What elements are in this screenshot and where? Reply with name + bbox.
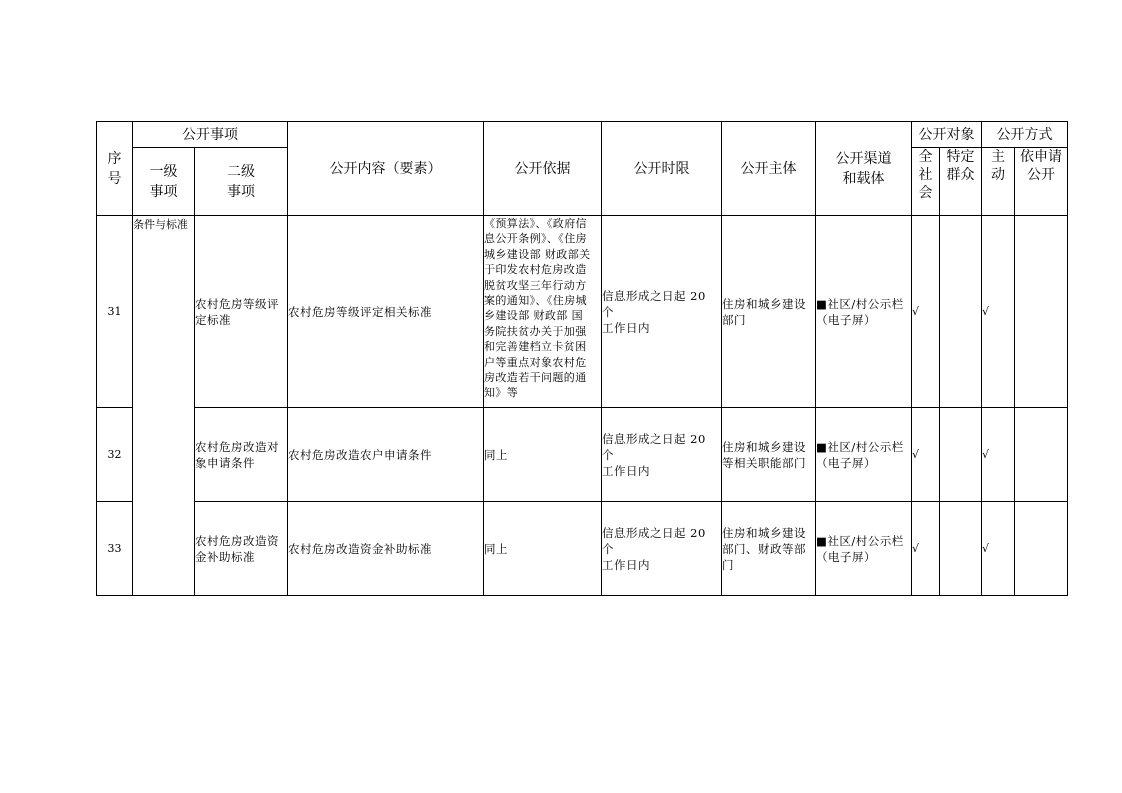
header-audience-all: 全 社 会	[912, 148, 940, 216]
basis-cell: 同上	[484, 408, 602, 502]
header-seq: 序 号	[97, 122, 133, 216]
row-number: 31	[97, 216, 133, 408]
audience-all-check: √	[912, 216, 940, 408]
content-cell: 农村危房改造农户申请条件	[288, 408, 484, 502]
time-limit-cell: 信息形成之日起 20 个 工作日内	[602, 502, 722, 596]
method-active-check: √	[982, 502, 1015, 596]
time-limit-cell: 信息形成之日起 20 个 工作日内	[602, 408, 722, 502]
header-level1: 一级 事项	[133, 148, 195, 216]
audience-specific-check	[940, 502, 982, 596]
row-number: 32	[97, 408, 133, 502]
row-number: 33	[97, 502, 133, 596]
header-audience-group: 公开对象	[912, 122, 982, 148]
method-active-check: √	[982, 408, 1015, 502]
table-row	[97, 216, 1068, 408]
table-row	[97, 502, 1068, 596]
subject-cell: 住房和城乡建设 等相关职能部门	[722, 408, 816, 502]
basis-cell: 同上	[484, 502, 602, 596]
subject-cell: 住房和城乡建设 部门、财政等部门	[722, 502, 816, 596]
audience-specific-check	[940, 408, 982, 502]
level1-category: 条件与标准	[133, 216, 195, 596]
subject-cell: 住房和城乡建设 部门	[722, 216, 816, 408]
audience-specific-check	[940, 216, 982, 408]
header-basis: 公开依据	[484, 122, 602, 216]
header-row-top	[97, 122, 1068, 148]
header-channel: 公开渠道 和载体	[816, 122, 912, 216]
table-row	[97, 408, 1068, 502]
channel-cell: ■社区/村公示栏 （电子屏）	[816, 216, 912, 408]
level2-item: 农村危房改造资 金补助标准	[195, 502, 288, 596]
level2-item: 农村危房改造对 象申请条件	[195, 408, 288, 502]
channel-cell: ■社区/村公示栏 （电子屏）	[816, 502, 912, 596]
header-matter-group: 公开事项	[133, 122, 288, 148]
audience-all-check: √	[912, 408, 940, 502]
header-subject: 公开主体	[722, 122, 816, 216]
header-time-limit: 公开时限	[602, 122, 722, 216]
header-content: 公开内容（要素）	[288, 122, 484, 216]
time-limit-cell: 信息形成之日起 20 个 工作日内	[602, 216, 722, 408]
method-active-check: √	[982, 216, 1015, 408]
header-method-request: 依申请 公开	[1015, 148, 1068, 216]
method-request-check	[1015, 502, 1068, 596]
audience-all-check: √	[912, 502, 940, 596]
header-method-group: 公开方式	[982, 122, 1068, 148]
content-cell: 农村危房等级评定相关标准	[288, 216, 484, 408]
method-request-check	[1015, 408, 1068, 502]
content-cell: 农村危房改造资金补助标准	[288, 502, 484, 596]
header-level2: 二级 事项	[195, 148, 288, 216]
disclosure-table	[96, 121, 1068, 596]
level2-item: 农村危房等级评 定标准	[195, 216, 288, 408]
header-audience-specific: 特定 群众	[940, 148, 982, 216]
channel-cell: ■社区/村公示栏 （电子屏）	[816, 408, 912, 502]
header-method-active: 主 动	[982, 148, 1015, 216]
basis-cell: 《预算法》、《政府信 息公开条例》、《住房 城乡建设部 财政部关 于印发农村危房改造 脱贫攻坚三年行动方 案的通知》、《住房城 乡建设部 财政部 国 务院扶贫办关于加强 和完善建档立卡贫困 户等重点对象农村危 房改造若干问题的通 知》等	[484, 216, 602, 408]
method-request-check	[1015, 216, 1068, 408]
